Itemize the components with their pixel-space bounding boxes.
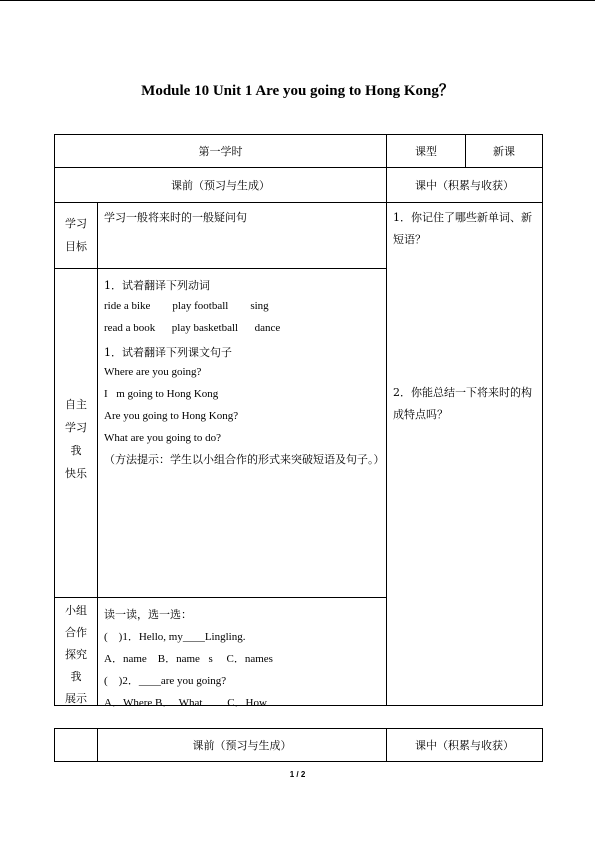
table2-during-text: 课中（积累与收获）	[415, 739, 514, 752]
self-study-content-cell	[97, 268, 387, 598]
self-study-label-line: 自主	[65, 398, 87, 411]
goal-content-cell	[97, 202, 387, 269]
self-study-label-line: 我	[70, 444, 82, 457]
group-label-line: 小组	[65, 604, 87, 617]
before-class-header	[54, 167, 387, 203]
goal-label-line: 目标	[65, 240, 87, 253]
notes-column-cell	[386, 202, 543, 706]
self-study-label-cell	[54, 268, 98, 598]
during-class-header	[386, 167, 543, 203]
method-tip: （方法提示：学生以小组合作的形式来突破短语及句子。）	[104, 453, 385, 466]
group-label-line: 探究	[65, 648, 87, 661]
table2-blank-cell	[54, 728, 98, 762]
before-class-text: 课前（预习与生成）	[171, 179, 270, 192]
self-study-line: Where are you going?	[104, 366, 202, 378]
type-value-cell	[465, 134, 543, 168]
type-value: 新课	[493, 145, 515, 158]
self-study-line: ride a bike play football sing	[104, 300, 269, 312]
type-label-cell	[386, 134, 466, 168]
self-study-line: 1．试着翻译下列动词	[104, 279, 210, 292]
group-label-cell	[54, 597, 98, 706]
group-line: A．Where B． What C．How	[104, 697, 267, 709]
table2-before-header	[97, 728, 387, 762]
self-study-label-line: 快乐	[65, 467, 87, 480]
lesson-cell	[54, 134, 387, 168]
goal-label-cell	[54, 202, 98, 269]
self-study-line: Are you going to Hong Kong?	[104, 410, 239, 422]
lesson-text: 第一学时	[198, 145, 243, 158]
group-line: ( )1．Hello, my____Lingling.	[104, 631, 246, 643]
page-number: 1 / 2	[289, 770, 306, 779]
table2-before-text: 课前（预习与生成）	[192, 739, 292, 752]
self-study-line: I m going to Hong Kong	[104, 388, 219, 400]
question-2: 2．你能总结一下将来时的构成特点吗？	[393, 386, 532, 421]
self-study-label-line: 学习	[65, 421, 87, 434]
group-line: ( )2．____are you going?	[104, 675, 227, 687]
group-line: A．name B．name s C．names	[104, 653, 273, 665]
page-title: Module 10 Unit 1 Are you going to Hong Kong？	[141, 83, 454, 99]
question-1: 1．你记住了哪些新单词、新短语？	[393, 211, 532, 246]
group-label-line: 合作	[65, 626, 87, 639]
goal-label-line: 学习	[65, 217, 87, 230]
group-line: 读一读，选一选：	[104, 608, 192, 621]
group-content-cell	[97, 597, 387, 709]
type-label: 课型	[415, 145, 437, 158]
during-class-text: 课中（积累与收获）	[415, 179, 514, 192]
goal-text: 学习一般将来时的一般疑问句	[104, 211, 247, 224]
group-label-line: 展示	[65, 692, 87, 705]
group-label-line: 我	[70, 670, 82, 683]
self-study-line: What are you going to do?	[104, 432, 221, 444]
self-study-line: 1．试着翻译下列课文句子	[104, 346, 232, 359]
top-rule	[0, 0, 595, 1]
table2-during-header	[386, 728, 543, 762]
self-study-line: read a book play basketball dance	[104, 322, 281, 334]
